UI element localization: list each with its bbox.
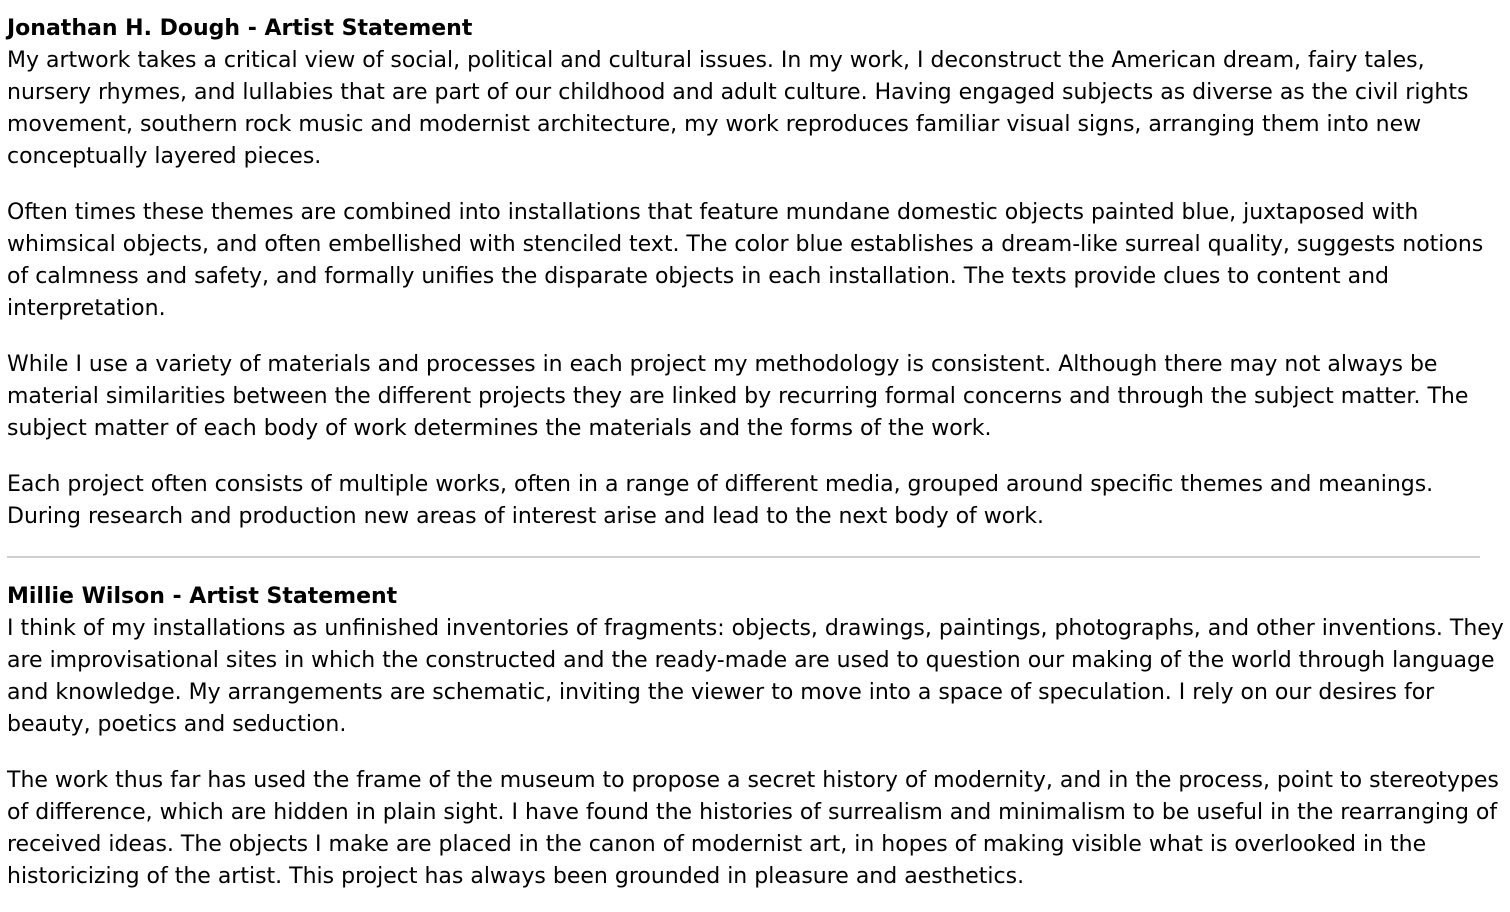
statement-paragraph: The work thus far has used the frame of the museum to propose a secret history of modernity, and in the process, point to stereotypes of difference, which are hidden in plain sight. I have found the histories of surrealism and minimalism to be useful in the rearranging of received ideas. The objects I make are placed in the canon of modernist art, in hopes of making visible what is overlooked in the historicizing of the artist. This project has always been grounded in pleasure and aesthetics. — [7, 768, 1499, 889]
statement-paragraph: Each project often consists of multiple works, often in a range of different media, grouped around specific themes and meanings. During research and production new areas of interest arise and lead to the next body of work. — [7, 472, 1434, 529]
statement-title: Jonathan H. Dough - Artist Statement — [7, 16, 473, 41]
section-divider — [7, 556, 1480, 558]
statement-paragraph: I think of my installations as unfinished inventories of fragments: objects, drawings, paintings, photographs, and other inventions. They are improvisational sites in which the constructed and the ready-made are used to question our making of the world through language and knowledge. My arrangements are schematic, inviting the viewer to move into a space of speculation. I rely on our desires for beauty, poetics and seduction. — [7, 616, 1504, 737]
statement-millie-wilson — [7, 581, 1504, 893]
statement-paragraph: While I use a variety of materials and processes in each project my methodology is consistent. Although there may not always be material similarities between the different projects they are linked by recurring formal concerns and through the subject matter. The subject matter of each body of work determines the materials and the forms of the work. — [7, 352, 1469, 441]
statement-paragraph: My artwork takes a critical view of social, political and cultural issues. In my work, I deconstruct the American dream, fairy tales, nursery rhymes, and lullabies that are part of our childhood and adult culture. Having engaged subjects as diverse as the civil rights movement, southern rock music and modernist architecture, my work reproduces familiar visual signs, arranging them into new conceptually layered pieces. — [7, 48, 1469, 169]
statement-jonathan-dough — [7, 13, 1504, 533]
statement-paragraph: Often times these themes are combined into installations that feature mundane domestic objects painted blue, juxtaposed with whimsical objects, and often embellished with stenciled text. The color blue establishes a dream-like surreal quality, suggests notions of calmness and safety, and formally unifies the disparate objects in each installation. The texts provide clues to content and interpretation. — [7, 200, 1484, 321]
statement-title: Millie Wilson - Artist Statement — [7, 584, 398, 609]
